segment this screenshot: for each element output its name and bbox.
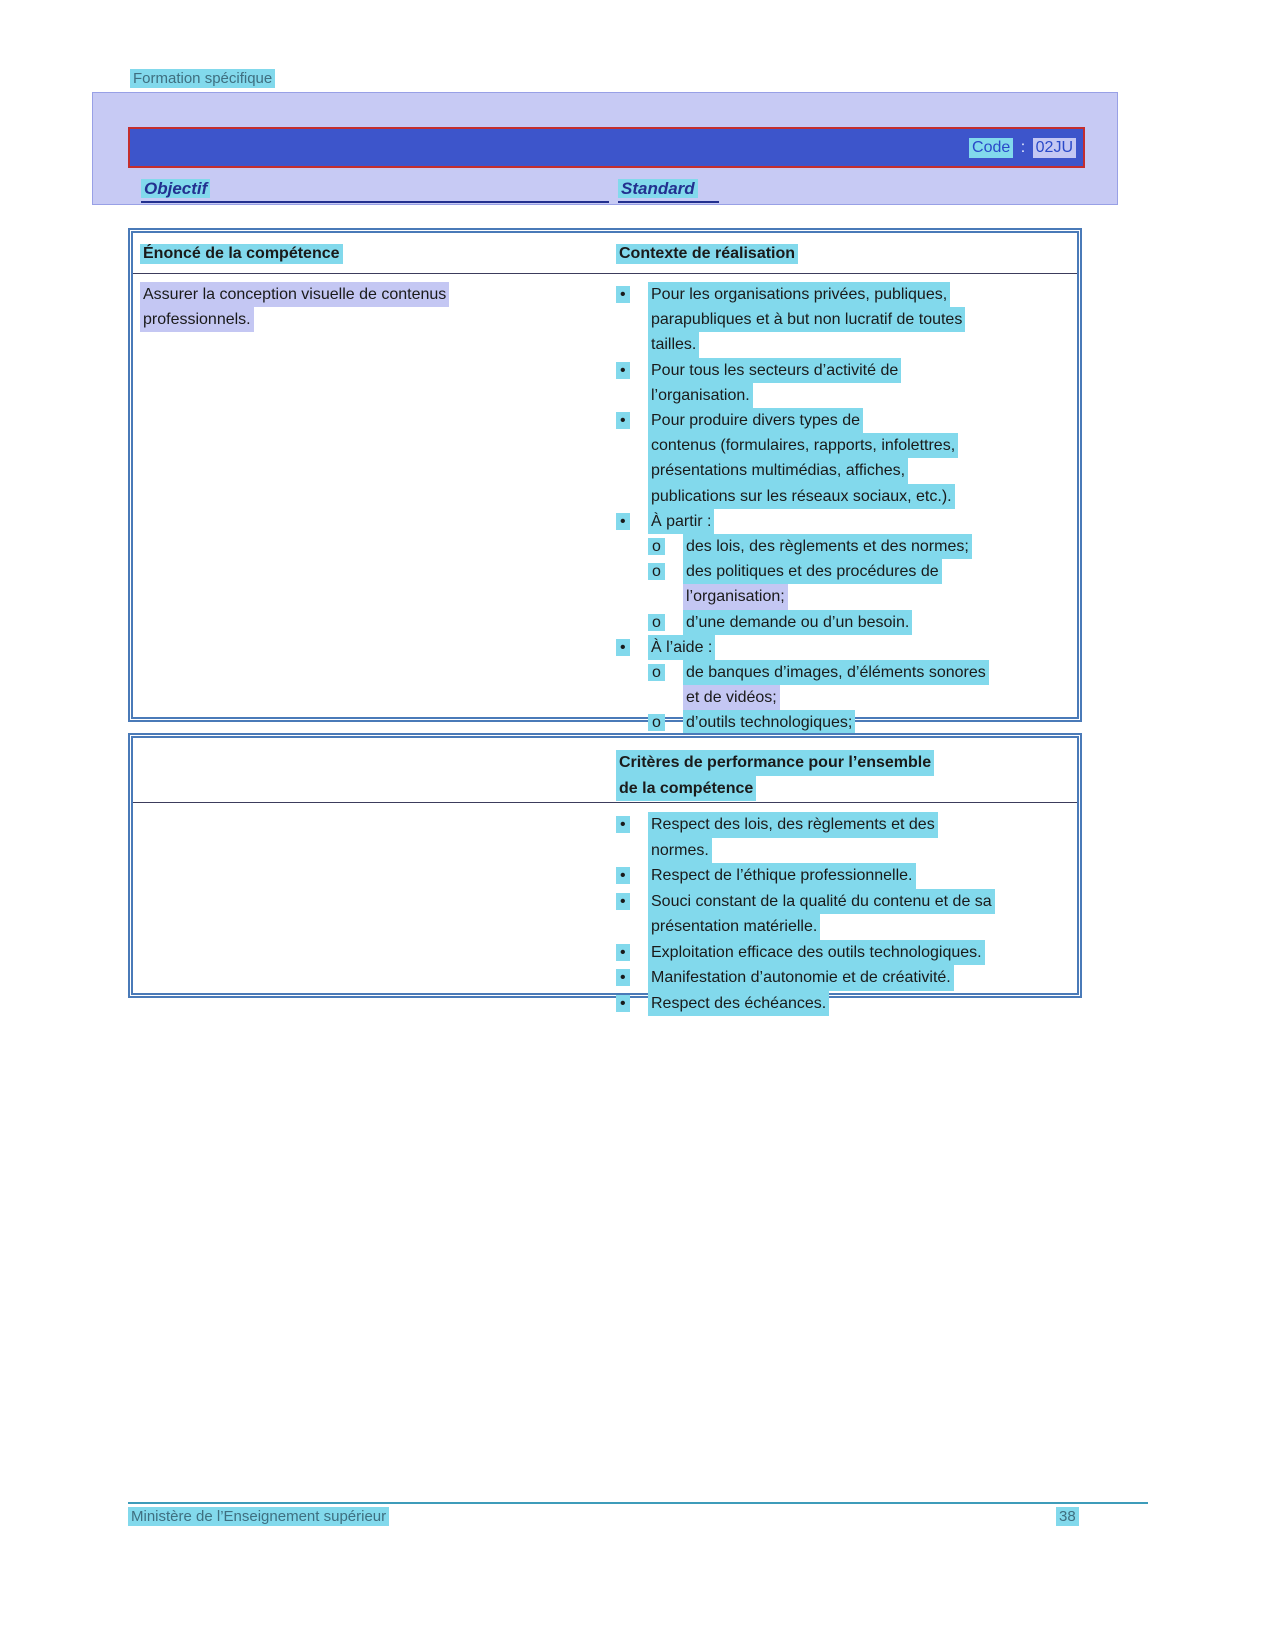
list-item: [616, 458, 1078, 483]
competency-code: [969, 129, 1076, 166]
code-value: 02JU: [1033, 138, 1076, 158]
text-line: Souci constant de la qualité du contenu et de sa: [648, 889, 995, 915]
criteres-header: [616, 750, 1078, 801]
text-line: d’une demande ou d’un besoin.: [683, 610, 912, 635]
standard-heading-underline: [618, 179, 719, 203]
text-line: des lois, des règlements et des normes;: [683, 534, 972, 559]
list-item: [616, 660, 1078, 685]
competence-statement: [140, 282, 608, 332]
sub-bullet-icon: o: [648, 563, 665, 580]
text-line: l’organisation.: [648, 383, 753, 408]
text-line: Respect de l’éthique professionnelle.: [648, 863, 916, 889]
bullet-icon: •: [616, 867, 630, 884]
bullet-gutter: [616, 283, 648, 306]
footer-ministry: Ministère de l’Enseignement supérieur: [128, 1507, 389, 1526]
text-line: À partir :: [648, 509, 714, 534]
competency-title-bar: [128, 127, 1085, 168]
list-item: [616, 914, 1078, 940]
list-item: [616, 358, 1078, 383]
text-line: d’outils technologiques;: [683, 710, 855, 735]
text-line: contenus (formulaires, rapports, infolettres,: [648, 433, 958, 458]
list-item: [616, 509, 1078, 534]
list-item: [616, 484, 1078, 509]
text-line: présentation matérielle.: [648, 914, 820, 940]
list-item: [616, 433, 1078, 458]
sub-bullet-icon: o: [648, 614, 665, 631]
list-item: [616, 685, 1078, 710]
bullet-icon: •: [616, 513, 630, 530]
standard-heading: Standard: [618, 179, 698, 198]
sub-bullet-icon: o: [648, 664, 665, 681]
text-line: Manifestation d’autonomie et de créativité.: [648, 965, 954, 991]
text-line: normes.: [648, 838, 712, 864]
text-line: À l’aide :: [648, 635, 715, 660]
text-line: de banques d’images, d’éléments sonores: [683, 660, 989, 685]
text-line: Assurer la conception visuelle de contenus: [140, 282, 449, 307]
list-item: [616, 812, 1078, 838]
bullet-gutter: [616, 890, 648, 914]
text-line: Respect des échéances.: [648, 991, 829, 1017]
text-line: publications sur les réseaux sociaux, etc.).: [648, 484, 955, 509]
text-line: Pour produire divers types de: [648, 408, 863, 433]
bullet-gutter: [616, 409, 648, 432]
bullet-icon: •: [616, 893, 630, 910]
page-footer: [128, 1502, 1148, 1530]
list-item: [616, 559, 1078, 584]
objective-banner: [92, 92, 1118, 205]
footer-page-number: 38: [1056, 1507, 1079, 1526]
text-line: Respect des lois, des règlements et des: [648, 812, 938, 838]
objectif-heading: Objectif: [141, 179, 210, 198]
text-line: l’organisation;: [683, 584, 788, 609]
bullet-icon: •: [616, 412, 630, 429]
text-line: professionnels.: [140, 307, 254, 332]
column-headings: [141, 179, 719, 205]
list-item: [616, 610, 1078, 635]
list-item: [616, 838, 1078, 864]
sub-bullet-gutter: [648, 661, 683, 684]
bullet-gutter: [616, 992, 648, 1016]
contexte-bullet-list: [616, 282, 1078, 761]
contexte-header: Contexte de réalisation: [616, 244, 798, 264]
bullet-icon: •: [616, 362, 630, 379]
list-item: [616, 750, 1078, 776]
list-item: [140, 282, 608, 307]
bullet-gutter: [616, 864, 648, 888]
list-item: [616, 383, 1078, 408]
bullet-icon: •: [616, 944, 630, 961]
list-item: [616, 940, 1078, 966]
criteres-bullet-list: [616, 812, 1078, 1016]
bullet-icon: •: [616, 969, 630, 986]
code-separator: :: [1016, 138, 1030, 156]
header-divider-line: [133, 802, 1077, 803]
bullet-gutter: [616, 813, 648, 837]
bullet-icon: •: [616, 639, 630, 656]
list-item: [616, 282, 1078, 307]
text-line: parapubliques et à but non lucratif de toutes: [648, 307, 965, 332]
header-divider-line: [133, 273, 1077, 274]
enonce-header: Énoncé de la compétence: [140, 244, 343, 264]
section-label: Formation spécifique: [130, 69, 275, 88]
list-item: [616, 584, 1078, 609]
sub-bullet-gutter: [648, 535, 683, 558]
code-label: Code: [969, 138, 1013, 158]
text-line: et de vidéos;: [683, 685, 780, 710]
list-item: [616, 534, 1078, 559]
bullet-gutter: [616, 636, 648, 659]
text-line: Pour les organisations privées, publiques,: [648, 282, 950, 307]
objectif-heading-underline: [141, 179, 609, 203]
list-item: [616, 408, 1078, 433]
bullet-gutter: [616, 941, 648, 965]
list-item: [616, 635, 1078, 660]
list-item: [616, 889, 1078, 915]
sub-bullet-gutter: [648, 611, 683, 634]
list-item: [616, 307, 1078, 332]
text-line: des politiques et des procédures de: [683, 559, 942, 584]
list-item: [616, 991, 1078, 1017]
list-item: [616, 332, 1078, 357]
text-line: tailles.: [648, 332, 699, 357]
text-line: Critères de performance pour l’ensemble: [616, 750, 934, 776]
bullet-gutter: [616, 510, 648, 533]
bullet-gutter: [616, 966, 648, 990]
list-item: [616, 863, 1078, 889]
bullet-icon: •: [616, 286, 630, 303]
list-item: [616, 776, 1078, 802]
enonce-competence-table: [128, 228, 1082, 732]
text-line: présentations multimédias, affiches,: [648, 458, 908, 483]
text-line: de la compétence: [616, 776, 756, 802]
sub-bullet-icon: o: [648, 538, 665, 555]
criteres-table-inner: [133, 738, 1077, 1012]
list-item: [616, 710, 1078, 735]
text-line: Exploitation efficace des outils technologiques.: [648, 940, 985, 966]
list-item: [140, 307, 608, 332]
enonce-table-inner: [133, 233, 1077, 732]
sub-bullet-gutter: [648, 560, 683, 583]
bullet-icon: •: [616, 816, 630, 833]
bullet-icon: •: [616, 995, 630, 1012]
sub-bullet-icon: o: [648, 714, 665, 731]
criteres-performance-table: [128, 733, 1082, 1012]
bullet-gutter: [616, 359, 648, 382]
sub-bullet-gutter: [648, 711, 683, 734]
list-item: [616, 965, 1078, 991]
text-line: Pour tous les secteurs d’activité de: [648, 358, 901, 383]
